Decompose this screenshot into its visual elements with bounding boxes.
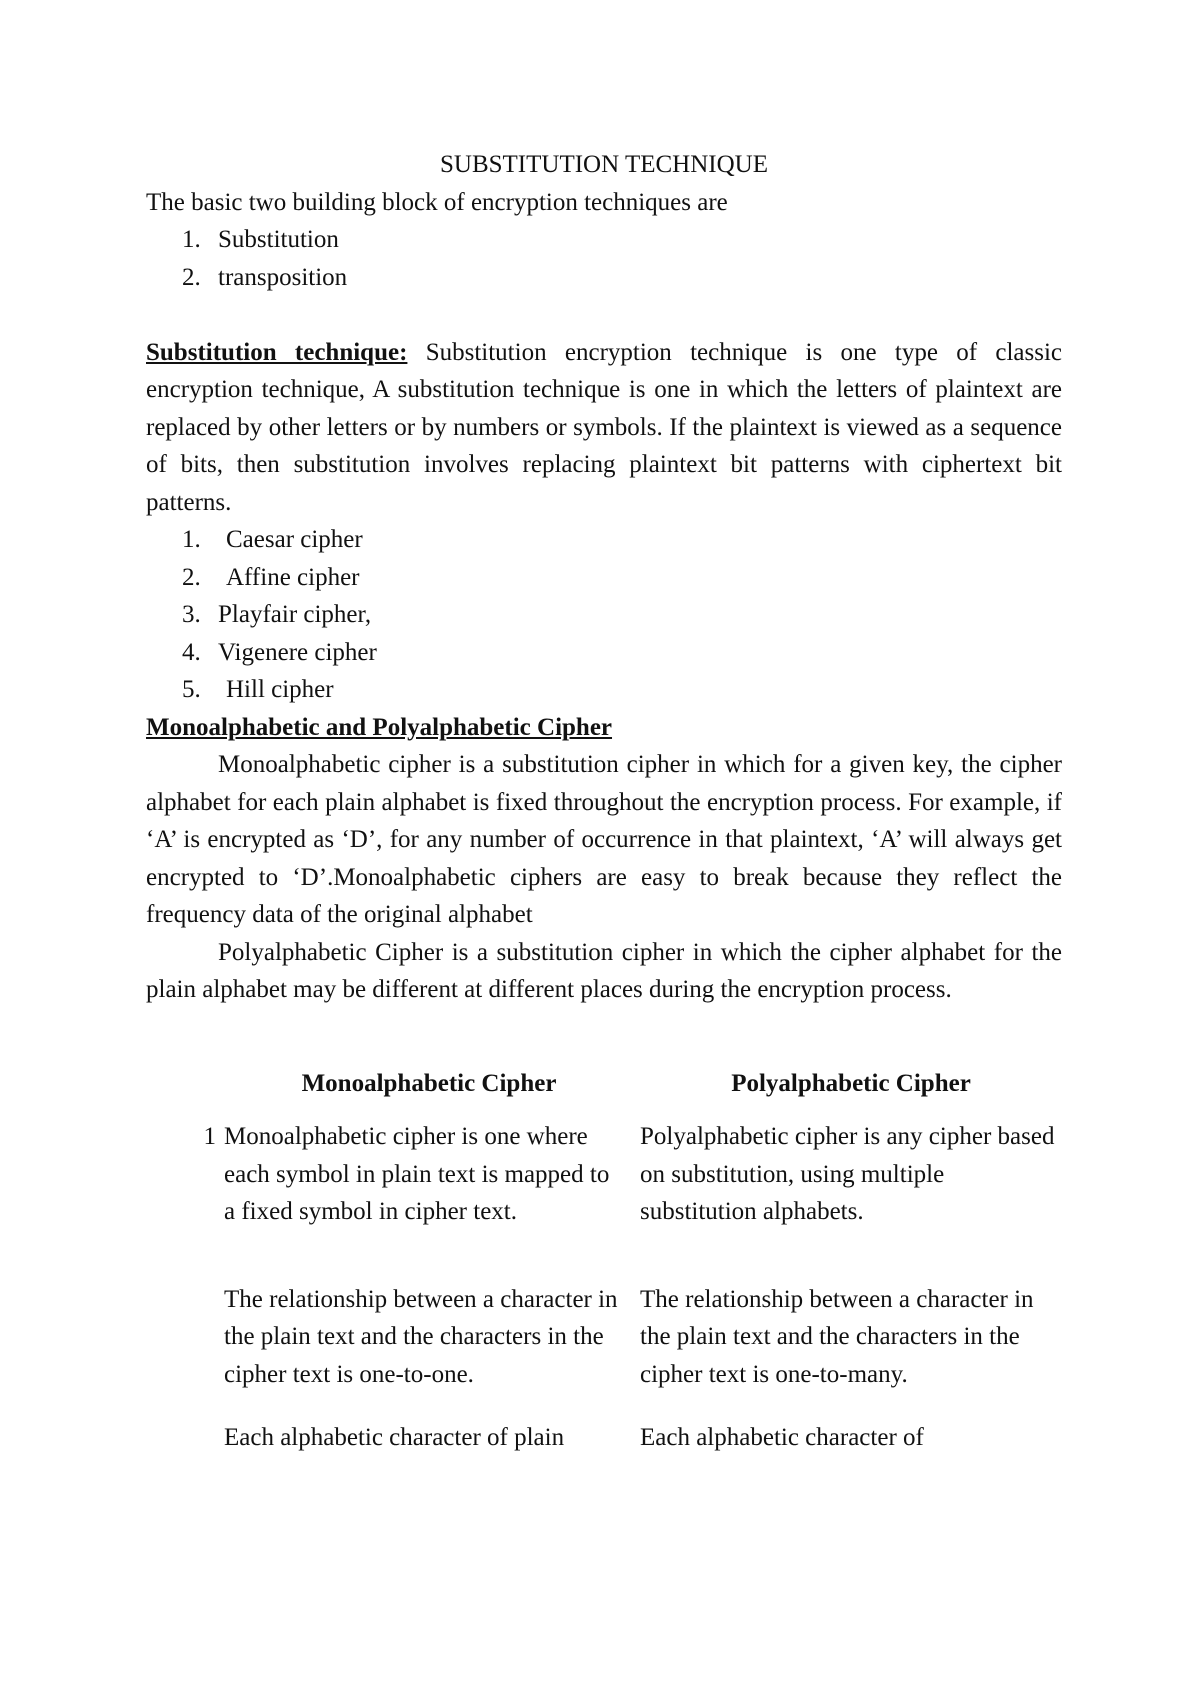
- list-item: [146, 521, 1062, 559]
- spacer: [146, 296, 1062, 334]
- list-item: [146, 671, 1062, 709]
- list-item-text: Vigenere cipher: [218, 638, 377, 666]
- poly-cell: Polyalphabetic cipher is any cipher based on substitution, using multiple substitution alphabets.: [640, 1123, 1055, 1225]
- row-number: [146, 1281, 218, 1420]
- table-header-mono: Monoalphabetic Cipher: [301, 1069, 557, 1097]
- intro-text: The basic two building block of encryption techniques are: [146, 188, 728, 216]
- comparison-table: [146, 1065, 1062, 1483]
- row-spacer: [146, 1257, 1062, 1281]
- document-page: [146, 146, 1062, 1483]
- table-header-number: [146, 1065, 218, 1119]
- list-item: [146, 559, 1062, 597]
- list-item: [146, 259, 1062, 297]
- list-item-number: 3.: [182, 601, 201, 628]
- list-item-text: Playfair cipher,: [218, 601, 372, 628]
- list-item: [146, 596, 1062, 634]
- list-item-number: 2.: [182, 563, 201, 591]
- mono-paragraph: Monoalphabetic cipher is a substitution cipher in which for a given key, the cipher alphabet for each plain alphabet is fixed throughout the encryption process. For example, if ‘A’ is encrypted as ‘D’, for any number of occurrence in that plaintext, ‘A’ will always get encrypted to ‘D’.Monoalphabetic ciphers are easy to break because they reflect the frequency data of the original alphabet: [146, 751, 1062, 928]
- table-row: [146, 1419, 1062, 1483]
- substitution-body: Substitution encryption technique is one type of classic encryption technique, A substitution technique is one in which the letters of plaintext are replaced by other letters or by numbers or symbols. If the plaintext is viewed as a sequence of bits, then substitution involves replacing plaintext bit patterns with ciphertext bit patterns.: [146, 338, 1062, 516]
- table-row: [146, 1118, 1062, 1257]
- substitution-paragraph: [146, 334, 1062, 522]
- poly-cell: The relationship between a character in the plain text and the characters in the cipher text is one-to-many.: [640, 1285, 1034, 1388]
- mono-cell: The relationship between a character in the plain text and the characters in the cipher text is one-to-one.: [224, 1285, 618, 1388]
- list-item-number: 5.: [182, 676, 201, 703]
- spacer: [146, 1009, 1062, 1065]
- list-item-text: Hill cipher: [226, 676, 334, 703]
- poly-cell: Each alphabetic character of: [640, 1424, 924, 1451]
- table-header-row: [146, 1065, 1062, 1119]
- list-item: [146, 634, 1062, 672]
- mono-cell: Each alphabetic character of plain: [224, 1424, 565, 1451]
- table-header-poly: Polyalphabetic Cipher: [731, 1069, 971, 1097]
- mono-cell: Monoalphabetic cipher is one where each symbol in plain text is mapped to a fixed symbol in cipher text.: [224, 1123, 610, 1225]
- list-item-text: transposition: [218, 263, 348, 291]
- list-item-number: 2.: [182, 263, 201, 291]
- poly-paragraph: Polyalphabetic Cipher is a substitution cipher in which the cipher alphabet for the plain alphabet may be different at different places during the encryption process.: [146, 938, 1062, 1003]
- list-item-number: 4.: [182, 638, 201, 666]
- substitution-heading: Substitution technique:: [146, 338, 408, 366]
- page-title: SUBSTITUTION TECHNIQUE: [440, 151, 768, 178]
- list-item-text: Substitution: [218, 226, 339, 253]
- cipher-list: [146, 521, 1062, 709]
- list-item-number: 1.: [182, 226, 201, 253]
- list-item-number: 1.: [182, 526, 201, 553]
- list-item: [146, 221, 1062, 259]
- list-item-text: Caesar cipher: [226, 526, 363, 553]
- mono-poly-heading: Monoalphabetic and Polyalphabetic Cipher: [146, 713, 613, 741]
- row-number: [146, 1419, 218, 1483]
- list-item-text: Affine cipher: [226, 563, 360, 591]
- row-number: 1: [203, 1123, 216, 1150]
- table-row: [146, 1281, 1062, 1420]
- building-blocks-list: [146, 221, 1062, 296]
